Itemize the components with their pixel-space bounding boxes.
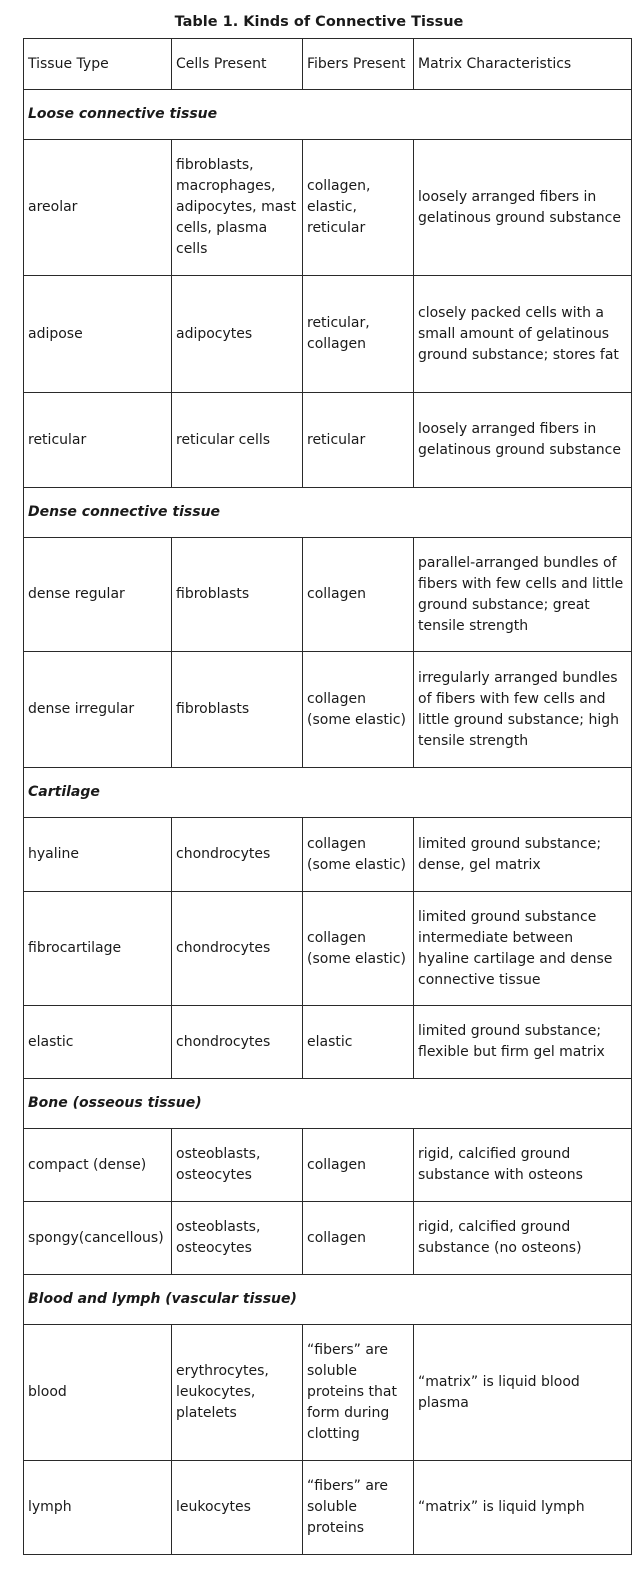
table-row bbox=[24, 1325, 632, 1461]
header-cell-cells-present: Cells Present bbox=[172, 39, 303, 90]
section-header-row bbox=[24, 90, 632, 140]
matrix-characteristics-cell: loosely arranged fibers in gelatinous ground substance bbox=[414, 393, 632, 488]
matrix-characteristics-cell: limited ground substance intermediate between hyaline cartilage and dense connective tissue bbox=[414, 892, 632, 1006]
section-title: Cartilage bbox=[24, 768, 632, 818]
table-caption: Table 1. Kinds of Connective Tissue bbox=[174, 14, 464, 30]
cells-present-cell: erythrocytes, leukocytes, platelets bbox=[172, 1325, 303, 1461]
matrix-characteristics-cell: rigid, calcified ground substance with osteons bbox=[414, 1129, 632, 1202]
cells-present-cell: fibroblasts bbox=[172, 652, 303, 768]
matrix-characteristics-cell: limited ground substance; dense, gel matrix bbox=[414, 818, 632, 892]
cells-present-cell: chondrocytes bbox=[172, 1006, 303, 1079]
tissue-type-cell: elastic bbox=[24, 1006, 172, 1079]
fibers-present-cell: collagen bbox=[303, 538, 414, 652]
fibers-present-cell: “fibers” are soluble proteins that form during clotting bbox=[303, 1325, 414, 1461]
tissue-type-cell: fibrocartilage bbox=[24, 892, 172, 1006]
fibers-present-cell: “fibers” are soluble proteins bbox=[303, 1461, 414, 1555]
table-row bbox=[24, 140, 632, 276]
matrix-characteristics-cell: “matrix” is liquid blood plasma bbox=[414, 1325, 632, 1461]
fibers-present-cell: collagen bbox=[303, 1202, 414, 1275]
connective-tissue-table bbox=[23, 38, 632, 1555]
table-row bbox=[24, 1202, 632, 1275]
header-cell-matrix-characteristics: Matrix Characteristics bbox=[414, 39, 632, 90]
fibers-present-cell: collagen (some elastic) bbox=[303, 652, 414, 768]
fibers-present-cell: collagen, elastic, reticular bbox=[303, 140, 414, 276]
table-row bbox=[24, 393, 632, 488]
table-row bbox=[24, 1006, 632, 1079]
fibers-present-cell: elastic bbox=[303, 1006, 414, 1079]
cells-present-cell: osteoblasts, osteocytes bbox=[172, 1129, 303, 1202]
matrix-characteristics-cell: irregularly arranged bundles of fibers with few cells and little ground substance; high tensile strength bbox=[414, 652, 632, 768]
fibers-present-cell: collagen (some elastic) bbox=[303, 818, 414, 892]
section-header-row bbox=[24, 1079, 632, 1129]
tissue-type-cell: dense irregular bbox=[24, 652, 172, 768]
cells-present-cell: reticular cells bbox=[172, 393, 303, 488]
tissue-type-cell: blood bbox=[24, 1325, 172, 1461]
matrix-characteristics-cell: “matrix” is liquid lymph bbox=[414, 1461, 632, 1555]
cells-present-cell: leukocytes bbox=[172, 1461, 303, 1555]
cells-present-cell: adipocytes bbox=[172, 276, 303, 393]
table-row bbox=[24, 538, 632, 652]
matrix-characteristics-cell: limited ground substance; flexible but firm gel matrix bbox=[414, 1006, 632, 1079]
fibers-present-cell: reticular, collagen bbox=[303, 276, 414, 393]
cells-present-cell: chondrocytes bbox=[172, 818, 303, 892]
matrix-characteristics-cell: parallel-arranged bundles of fibers with few cells and little ground substance; great tensile strength bbox=[414, 538, 632, 652]
table-row bbox=[24, 1129, 632, 1202]
tissue-type-cell: lymph bbox=[24, 1461, 172, 1555]
cells-present-cell: fibroblasts bbox=[172, 538, 303, 652]
header-cell-fibers-present: Fibers Present bbox=[303, 39, 414, 90]
cells-present-cell: osteoblasts, osteocytes bbox=[172, 1202, 303, 1275]
tissue-type-cell: adipose bbox=[24, 276, 172, 393]
table-row bbox=[24, 1461, 632, 1555]
tissue-type-cell: areolar bbox=[24, 140, 172, 276]
cells-present-cell: chondrocytes bbox=[172, 892, 303, 1006]
matrix-characteristics-cell: loosely arranged fibers in gelatinous ground substance bbox=[414, 140, 632, 276]
section-title: Loose connective tissue bbox=[24, 90, 632, 140]
header-cell-tissue-type: Tissue Type bbox=[24, 39, 172, 90]
tissue-type-cell: hyaline bbox=[24, 818, 172, 892]
table-row bbox=[24, 892, 632, 1006]
section-header-row bbox=[24, 768, 632, 818]
section-title: Blood and lymph (vascular tissue) bbox=[24, 1275, 632, 1325]
matrix-characteristics-cell: rigid, calcified ground substance (no osteons) bbox=[414, 1202, 632, 1275]
matrix-characteristics-cell: closely packed cells with a small amount of gelatinous ground substance; stores fat bbox=[414, 276, 632, 393]
tissue-type-cell: dense regular bbox=[24, 538, 172, 652]
section-header-row bbox=[24, 488, 632, 538]
table-row bbox=[24, 276, 632, 393]
fibers-present-cell: reticular bbox=[303, 393, 414, 488]
tissue-type-cell: compact (dense) bbox=[24, 1129, 172, 1202]
cells-present-cell: fibroblasts, macrophages, adipocytes, mast cells, plasma cells bbox=[172, 140, 303, 276]
tissue-type-cell: reticular bbox=[24, 393, 172, 488]
table-row bbox=[24, 652, 632, 768]
section-title: Bone (osseous tissue) bbox=[24, 1079, 632, 1129]
tissue-type-cell: spongy(cancellous) bbox=[24, 1202, 172, 1275]
header-row bbox=[24, 39, 632, 90]
fibers-present-cell: collagen bbox=[303, 1129, 414, 1202]
section-header-row bbox=[24, 1275, 632, 1325]
table-row bbox=[24, 818, 632, 892]
fibers-present-cell: collagen (some elastic) bbox=[303, 892, 414, 1006]
section-title: Dense connective tissue bbox=[24, 488, 632, 538]
